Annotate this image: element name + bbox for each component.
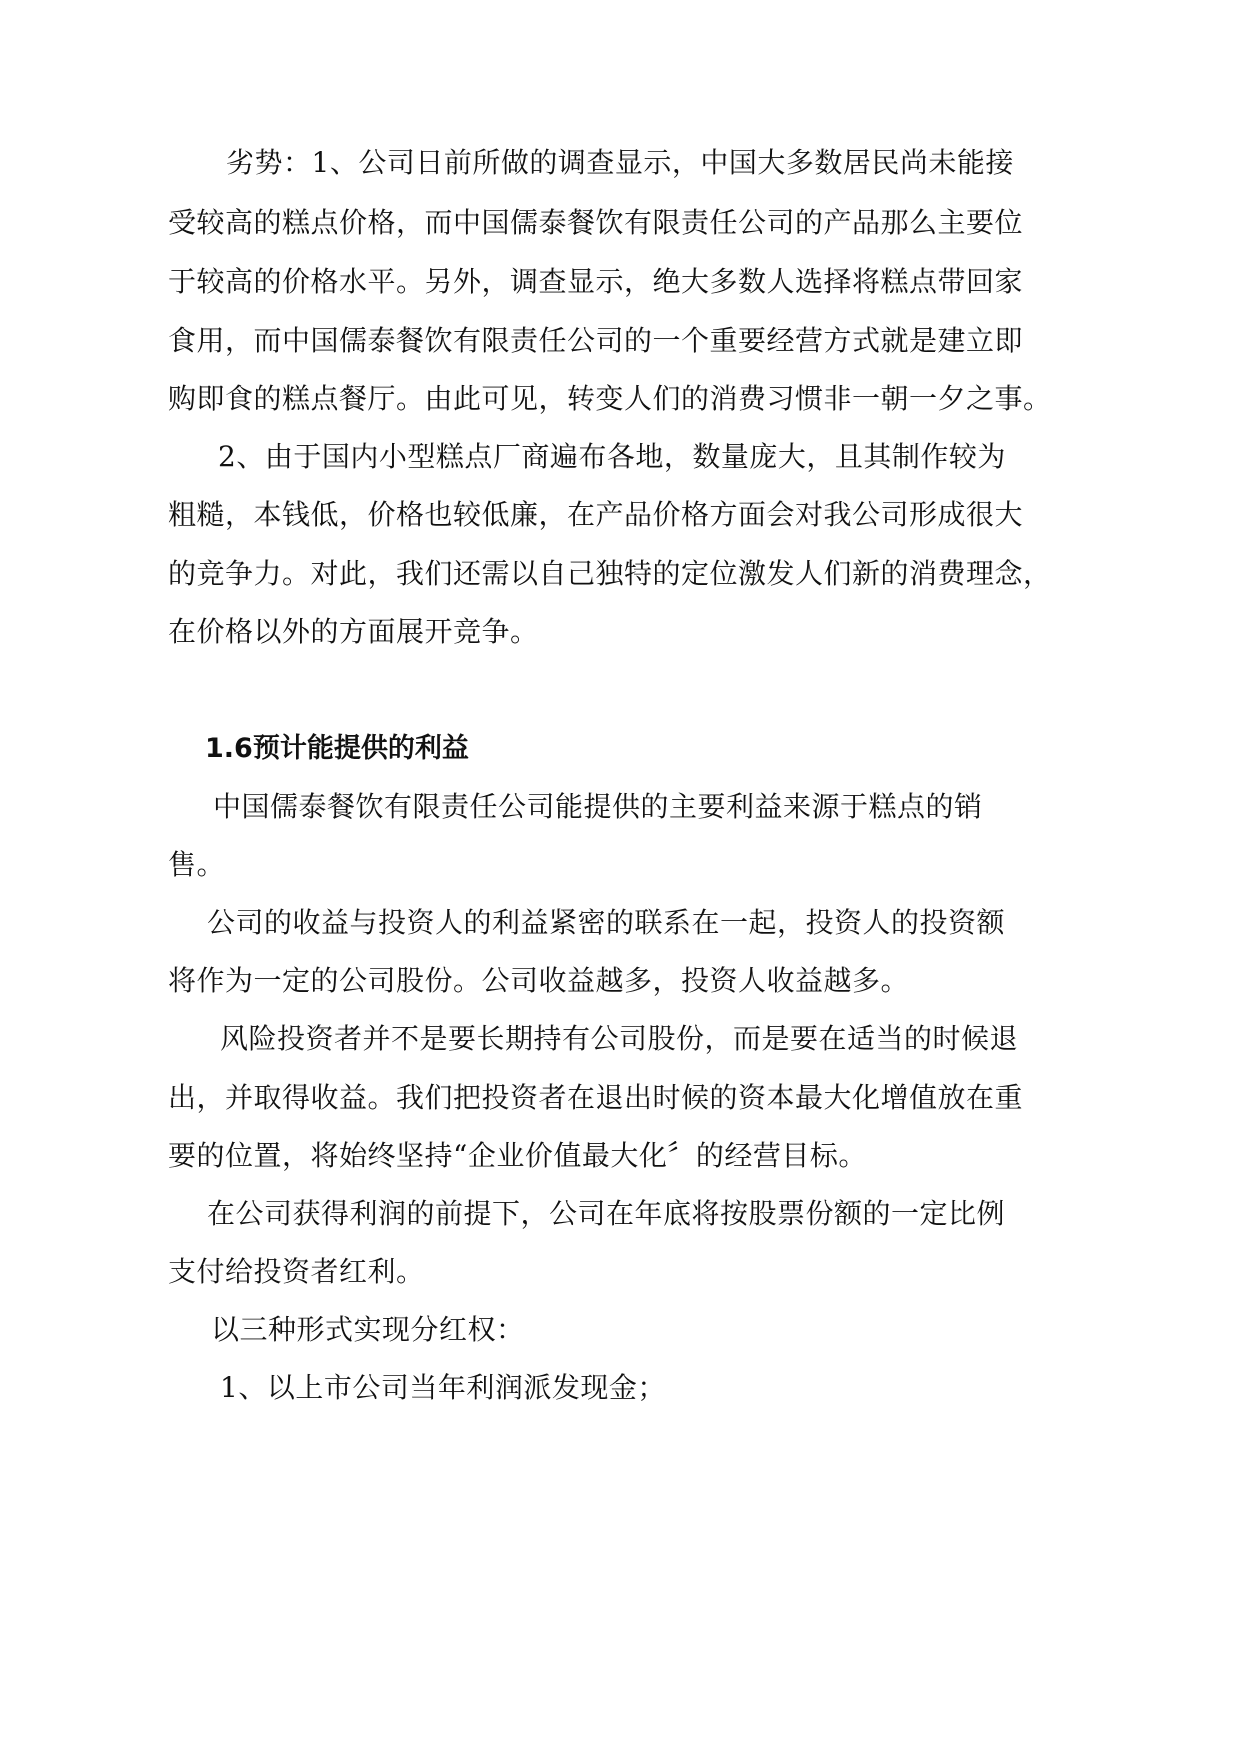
para6-line-1: 在公司获得利润的前提下，公司在年底将按股票份额的一定比例: [207, 1197, 1006, 1230]
para1-line-1: 劣势：1、公司日前所做的调查显示，中国大多数居民尚未能接: [226, 146, 1014, 179]
para2-line-3: 的竞争力。对此，我们还需以自己独特的定位激发人们新的消费理念，: [168, 557, 1052, 590]
para3-line-2: 售。: [168, 848, 226, 881]
para1-line-5: 购即食的糕点餐厅。由此可见，转变人们的消费习惯非一朝一夕之事。: [168, 382, 1052, 415]
para1-line-3: 于较高的价格水平。另外，调查显示，绝大多数人选择将糕点带回家: [168, 265, 1024, 298]
para2-line-2: 粗糙，本钱低，价格也较低廉，在产品价格方面会对我公司形成很大: [168, 498, 1024, 531]
para2-line-1: 2、由于国内小型糕点厂商遍布各地，数量庞大，且其制作较为: [218, 440, 1006, 473]
para7-line: 以三种形式实现分红权：: [211, 1313, 525, 1346]
section-heading: 1.6预计能提供的利益: [205, 733, 469, 764]
para4-line-2: 将作为一定的公司股份。公司收益越多，投资人收益越多。: [168, 964, 910, 997]
para5-line-3: 要的位置，将始终坚持“企业价值最大化〞的经营目标。: [168, 1139, 867, 1172]
para3-line-1: 中国儒泰餐饮有限责任公司能提供的主要利益来源于糕点的销: [213, 790, 983, 823]
para5-line-1: 风险投资者并不是要长期持有公司股份，而是要在适当的时候退: [220, 1022, 1019, 1055]
para4-line-1: 公司的收益与投资人的利益紧密的联系在一起，投资人的投资额: [207, 906, 1006, 939]
para1-line-4: 食用，而中国儒泰餐饮有限责任公司的一个重要经营方式就是建立即: [168, 324, 1024, 357]
para2-line-4: 在价格以外的方面展开竞争。: [168, 615, 539, 648]
para6-line-2: 支付给投资者红利。: [168, 1255, 425, 1288]
para1-line-2: 受较高的糕点价格，而中国儒泰餐饮有限责任公司的产品那么主要位: [168, 206, 1024, 239]
para5-line-2: 出，并取得收益。我们把投资者在退出时候的资本最大化增值放在重: [168, 1081, 1024, 1114]
para8-line: 1、以上市公司当年利润派发现金；: [220, 1371, 666, 1404]
